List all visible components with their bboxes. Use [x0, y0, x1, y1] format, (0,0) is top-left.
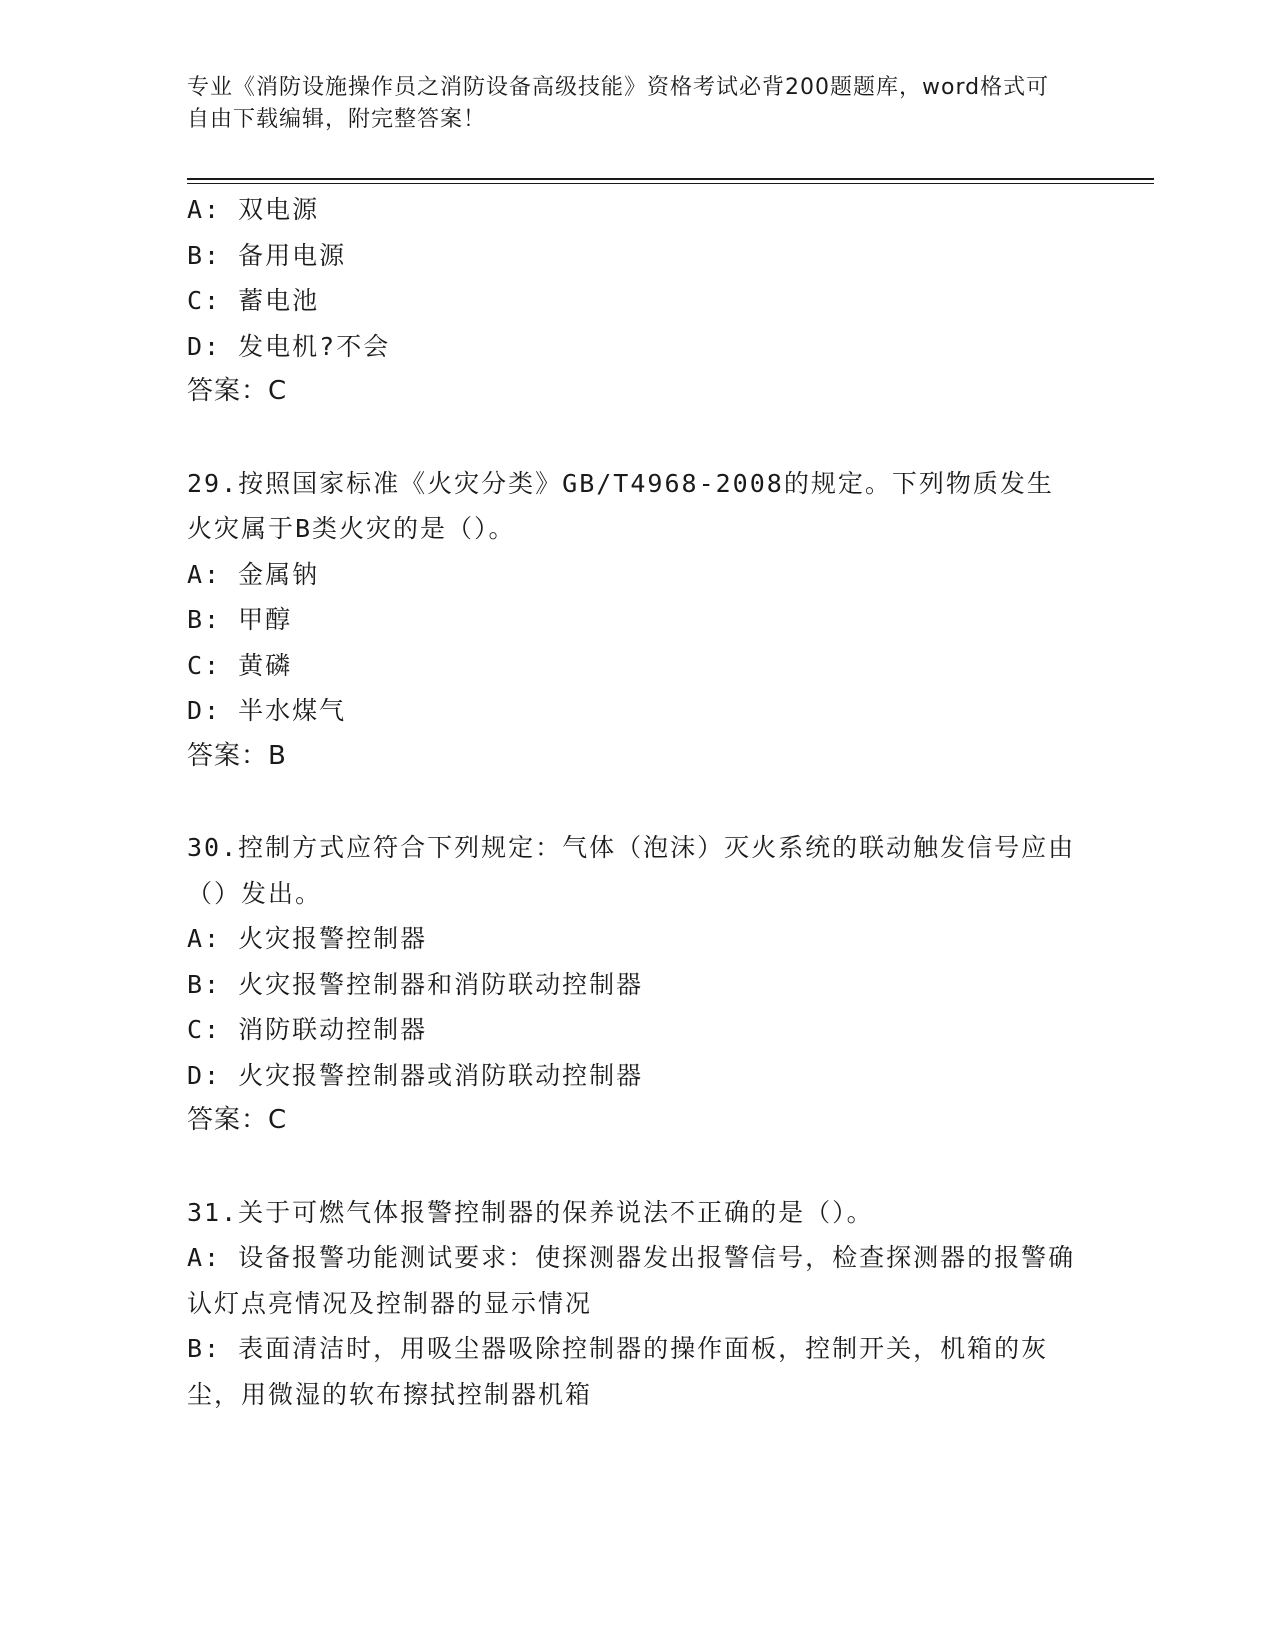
option-d: D: 半水煤气	[187, 696, 347, 725]
option-a: A: 设备报警功能测试要求：使探测器发出报警信号，检查探测器的报警确认灯点亮情况及控制器的显示情况	[187, 1243, 1076, 1318]
spacer	[187, 1144, 1077, 1190]
option-d: D: 火灾报警控制器或消防联动控制器	[187, 1060, 644, 1090]
option-a: A: 金属钠	[187, 559, 320, 589]
question-31-block	[187, 1190, 1077, 1418]
option-c: C: 蓄电池	[187, 286, 320, 315]
option-b: B: 备用电源	[187, 240, 347, 270]
question-28-block	[187, 187, 1077, 415]
answer-line: 答案：C	[187, 1105, 288, 1135]
question-stem: 30.控制方式应符合下列规定：气体（泡沫）灭火系统的联动触发信号应由（）发出。	[187, 833, 1076, 908]
spacer	[187, 779, 1077, 825]
option-a: A: 双电源	[187, 195, 320, 224]
option-a: A: 火灾报警控制器	[187, 924, 428, 953]
option-d: D: 发电机?不会	[187, 331, 391, 361]
spacer	[187, 415, 1077, 461]
header-divider	[187, 178, 1154, 184]
answer-line: 答案：C	[187, 376, 288, 406]
option-c: C: 消防联动控制器	[187, 1015, 428, 1044]
option-b: B: 表面清洁时，用吸尘器吸除控制器的操作面板，控制开关，机箱的灰尘，用微湿的软布擦拭控制器机箱	[187, 1334, 1049, 1409]
document-header: 专业《消防设施操作员之消防设备高级技能》资格考试必背200题题库，word格式可自由下载编辑，附完整答案！	[187, 75, 1050, 132]
question-content	[187, 187, 1077, 1417]
question-stem: 29.按照国家标准《火灾分类》GB/T4968-2008的规定。下列物质发生火灾属于B类火灾的是（）。	[187, 468, 1054, 543]
question-30-block	[187, 825, 1077, 1144]
question-29-block	[187, 461, 1077, 780]
question-stem: 31.关于可燃气体报警控制器的保养说法不正确的是（）。	[187, 1197, 874, 1227]
option-b: B: 甲醇	[187, 605, 293, 634]
option-c: C: 黄磷	[187, 650, 293, 680]
option-b: B: 火灾报警控制器和消防联动控制器	[187, 969, 644, 999]
answer-line: 答案：B	[187, 740, 287, 771]
